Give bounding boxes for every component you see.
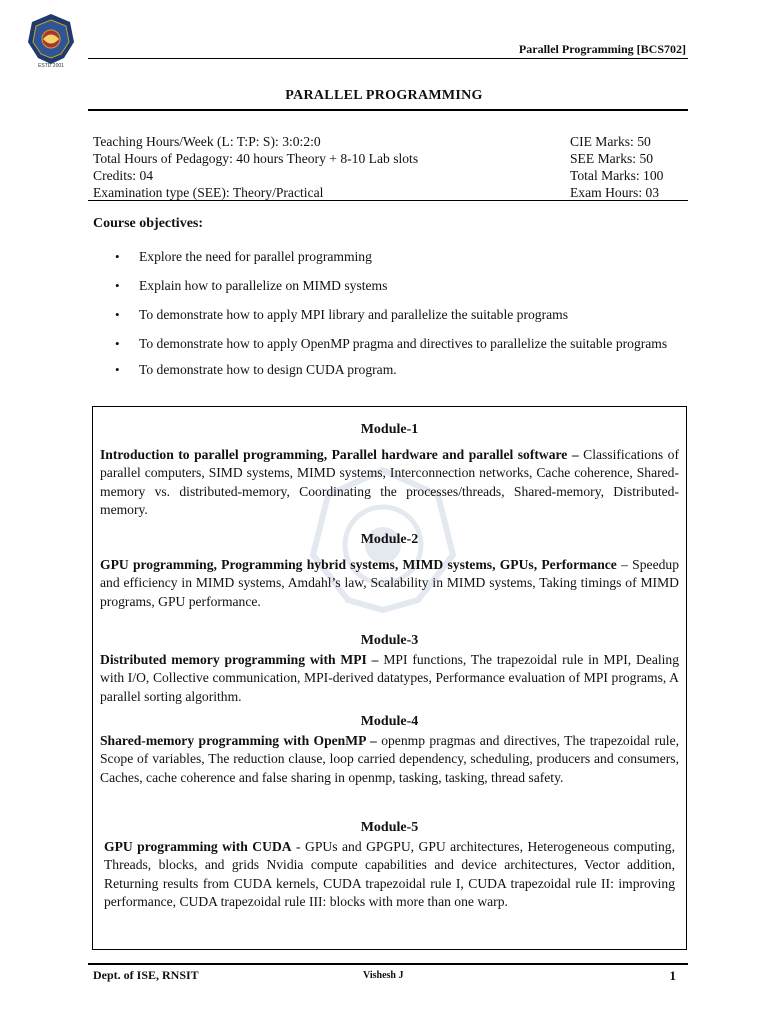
module-body — [100, 838, 679, 912]
footer-divider — [88, 963, 688, 965]
module-body — [100, 732, 679, 788]
module-4 — [100, 713, 679, 787]
module-title: Module-1 — [360, 422, 419, 437]
module-topic: Shared-memory programming with OpenMP – — [100, 732, 377, 748]
module-body — [100, 651, 679, 707]
footer-department: Dept. of ISE, RNSIT — [93, 968, 199, 982]
svg-text:ESTD 2001: ESTD 2001 — [38, 63, 64, 68]
objective-item: • Explain how to parallelize on MIMD systems — [113, 273, 686, 299]
info-left: Credits: 04 — [93, 168, 154, 183]
module-description: MPI functions, The trapezoidal rule in MPI, Dealing with I/O, Collective communication, MPI-derived datatypes, Performance evaluation of MPI programs, A parallel sorting algorithm. — [100, 651, 679, 704]
info-left: Teaching Hours/Week (L: T:P: S): 3:0:2:0 — [93, 134, 321, 149]
module-title: Module-3 — [360, 633, 419, 648]
info-right: Total Marks: 100 — [570, 168, 664, 183]
footer-author: Vishesh J — [363, 970, 404, 981]
module-description: Classifications of parallel computers, SIMD systems, MIMD systems, Interconnection networks, Cache coherence, Shared-memory vs. distributed-memory, Coordinating the processes/threads, Shared-memory, Distributed-memory. — [100, 446, 679, 517]
module-description: – Speedup and efficiency in MIMD systems, Amdahl’s law, Scalability in MIMD systems, Taking timings of MIMD programs, GPU performance. — [100, 556, 679, 609]
info-row — [93, 184, 686, 201]
module-1 — [100, 421, 679, 520]
module-topic: Distributed memory programming with MPI – — [100, 651, 379, 667]
module-title: Module-5 — [360, 820, 419, 835]
course-code-header: Parallel Programming [BCS702] — [518, 42, 686, 56]
info-right: SEE Marks: 50 — [570, 151, 654, 166]
module-topic: GPU programming with CUDA — [104, 838, 292, 854]
header-divider — [88, 58, 688, 59]
objective-item: • To demonstrate how to apply MPI library and parallelize the suitable programs — [113, 302, 686, 328]
module-title: Module-4 — [360, 714, 419, 729]
objective-item: • Explore the need for parallel programming — [113, 244, 686, 270]
module-title: Module-2 — [360, 532, 419, 547]
module-description: - GPUs and GPGPU, GPU architectures, Heterogeneous computing, Threads, blocks, and grids Nvidia compute capabilities and device architectures, Vector addition, Returning results from CUDA kernels, CUDA trapezoidal rule I, CUDA trapezoidal rule II: improving performance, CUDA trapezoidal rule III: blocks with more than one warp. — [104, 838, 675, 909]
objective-item: • To demonstrate how to design CUDA program. — [113, 360, 686, 380]
info-left: Total Hours of Pedagogy: 40 hours Theory + 8-10 Lab slots — [93, 151, 419, 166]
objectives-heading: Course objectives: — [93, 216, 204, 231]
course-info — [93, 133, 686, 201]
info-row — [93, 167, 686, 184]
objectives-list — [113, 244, 686, 383]
module-body — [100, 446, 679, 520]
info-right: Exam Hours: 03 — [570, 185, 660, 200]
info-right: CIE Marks: 50 — [570, 134, 651, 149]
module-description: openmp pragmas and directives, The trapezoidal rule, Scope of variables, The reduction clause, loop carried dependency, scheduling, producers and consumers, Caches, cache coherence and false sharing in openmp, tasking, tasking, thread safety. — [100, 732, 679, 785]
page-number: 1 — [669, 968, 676, 983]
module-3 — [100, 632, 679, 706]
title-divider — [88, 109, 688, 111]
info-divider — [88, 200, 688, 201]
objective-item: • To demonstrate how to apply OpenMP pragma and directives to parallelize the suitable programs — [113, 331, 686, 357]
module-topic: GPU programming, Programming hybrid systems, MIMD systems, GPUs, Performance — [100, 556, 617, 572]
module-5 — [100, 819, 679, 912]
college-seal-logo-icon — [26, 12, 76, 68]
module-body — [100, 556, 679, 612]
module-2 — [100, 531, 679, 611]
module-topic: Introduction to parallel programming, Parallel hardware and parallel software – — [100, 446, 579, 462]
info-left: Examination type (SEE): Theory/Practical — [93, 185, 324, 200]
info-row — [93, 133, 686, 150]
page-title: PARALLEL PROGRAMMING — [285, 88, 483, 103]
modules-box — [92, 406, 687, 950]
info-row — [93, 150, 686, 167]
